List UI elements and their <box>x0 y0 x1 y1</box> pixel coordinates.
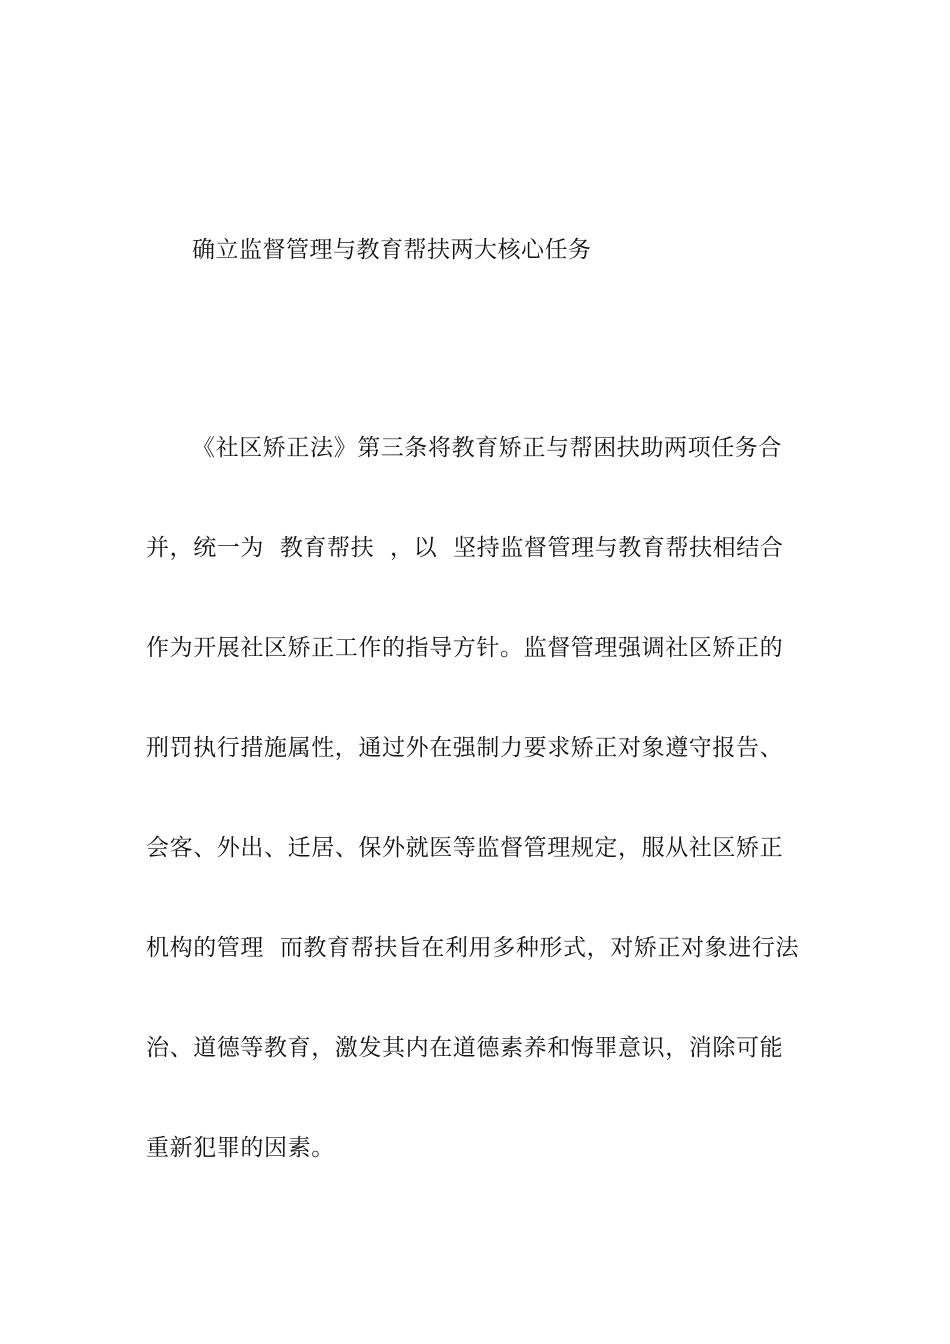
section-heading: 确立监督管理与教育帮扶两大核心任务 <box>192 237 592 263</box>
paragraph-line: 刑罚执行措施属性，通过外在强制力要求矫正对象遵守报告、 <box>146 735 784 761</box>
paragraph-line: 重新犯罪的因素。 <box>146 1135 335 1161</box>
paragraph-line: 并，统一为 教育帮扶 ，以 坚持监督管理与教育帮扶相结合 <box>146 535 784 561</box>
paragraph-line: 会客、外出、迁居、保外就医等监督管理规定，服从社区矫正 <box>146 835 784 861</box>
paragraph-line: 作为开展社区矫正工作的指导方针。监督管理强调社区矫正的 <box>146 635 784 661</box>
paragraph-line: 《社区矫正法》第三条将教育矫正与帮困扶助两项任务合 <box>192 435 782 461</box>
paragraph-line: 治、道德等教育，激发其内在道德素养和悔罪意识，消除可能 <box>146 1035 784 1061</box>
paragraph-line: 机构的管理 而教育帮扶旨在利用多种形式，对矫正对象进行法 <box>146 935 800 961</box>
